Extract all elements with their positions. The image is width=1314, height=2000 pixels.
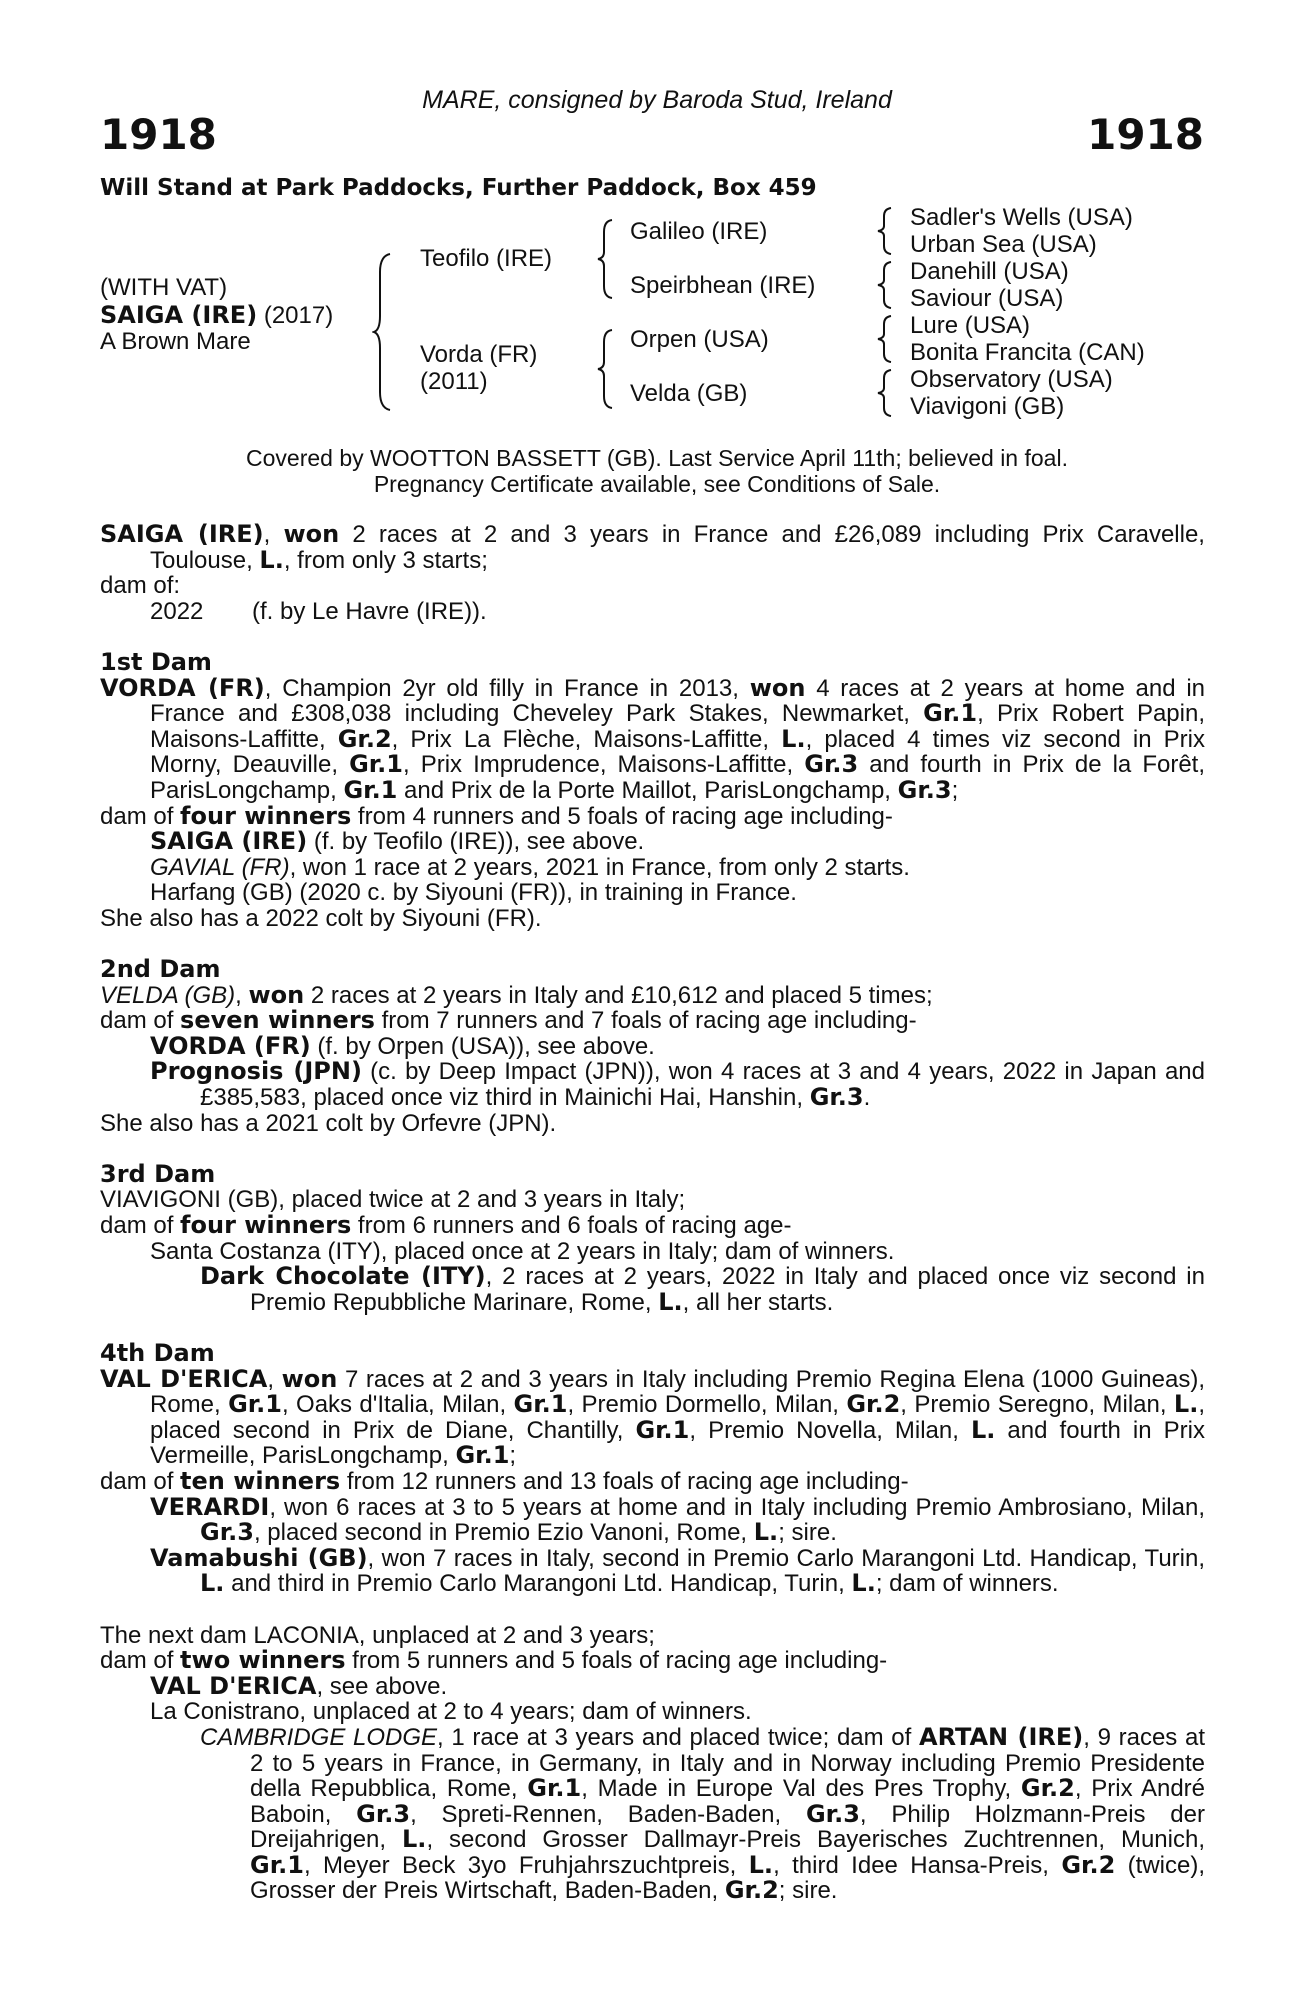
text-run: ten winners [180, 1466, 341, 1495]
text-run: ; sire. [778, 1877, 838, 1905]
text-run: L. [402, 1825, 427, 1854]
text-run: won [281, 1364, 338, 1393]
text-run: Gr.3 [897, 775, 952, 804]
text-run: and Prix de la Porte Maillot, ParisLongchamp, [397, 776, 898, 804]
text-run: , Prix La Flèche, Maisons-Laffitte, [391, 725, 782, 753]
lot-number-left: 1918 [100, 110, 217, 159]
text-run: L. [851, 1569, 876, 1598]
text-run: VORDA (FR) [150, 1031, 311, 1060]
text-run: ; dam of winners. [875, 1570, 1059, 1598]
text-run: , Spreti-Rennen, Baden-Baden, [410, 1800, 806, 1828]
text-run: VAL D'ERICA [100, 1364, 268, 1393]
text-run: , won 6 races at 3 to 5 years at home and in Italy including Premio Ambrosiano, Milan, [269, 1493, 1205, 1521]
second-dam-heading: 2nd Dam [100, 955, 221, 984]
text-run: dam of [100, 1647, 181, 1675]
text-run: , Prix Imprudence, Maisons-Laffitte, [403, 751, 805, 779]
text-run: , won 1 race at 2 years, 2021 in France, from only 2 starts. [289, 853, 910, 881]
text-run: , third Idee Hansa-Preis, [773, 1851, 1062, 1879]
third-dam-heading: 3rd Dam [100, 1159, 216, 1188]
vat-note: (WITH VAT) [100, 274, 228, 301]
text-run: , Premio Novella, Milan, [689, 1416, 971, 1444]
text-run: , placed 4 times viz second in Prix Morny, Deauville, [150, 725, 1205, 779]
text-run: , Premio Dormello, Milan, [567, 1391, 847, 1419]
fourth-dam-paragraph: VAL D'ERICA, won 7 races at 2 and 3 years in Italy including Premio Regina Elena (1000 Guineas), Rome, Gr.1, Oaks d'Italia, Milan, Gr.1, Premio Dormello, Milan, Gr.2, Premio Seregno, Milan, L., placed second in Prix de Diane, Chantilly, Gr.1, Premio Novella, Milan, L. and fourth in Prix Vermeille, ParisLongchamp, Gr.1; [100, 1364, 1205, 1470]
text-run: (f. by Le Havre (IRE)). [252, 597, 487, 625]
pedigree-brace-2a [596, 218, 616, 300]
pedigree-brace-3a [876, 206, 894, 256]
stabling-line: Will Stand at Park Paddocks, Further Paddock, Box 459 [100, 175, 817, 201]
text-run: dam of [100, 1467, 181, 1495]
second-dam-produce-2 [100, 1059, 1205, 1110]
second-dam-produce-summary [100, 1008, 1205, 1034]
text-run: Gr.1 [250, 1850, 304, 1879]
covering-line-2: Pregnancy Certificate available, see Conditions of Sale. [373, 471, 941, 497]
text-run: VAL D'ERICA [150, 1671, 317, 1700]
text-run: Gr.1 [455, 1441, 510, 1470]
text-run: L. [658, 1287, 683, 1316]
next-dam-paragraph: The next dam LACONIA, unplaced at 2 and 3 years; [100, 1621, 655, 1649]
text-run: won [749, 673, 806, 702]
text-run: (f. by Teofilo (IRE)), see above. [307, 828, 645, 856]
text-run: L. [259, 545, 284, 574]
text-run: from 4 runners and 5 foals of racing age including- [351, 802, 893, 830]
pedigree-brace-3c [876, 314, 894, 364]
horse-name-line [100, 301, 333, 330]
text-run: ARTAN (IRE) [919, 1722, 1084, 1751]
text-run: 4 races at 2 years at home and in France and £308,038 including Cheveley Park Stakes, Newmarket, [150, 674, 1206, 728]
intro-paragraph: SAIGA (IRE), won 2 races at 2 and 3 years in France and £26,089 including Prix Caravelle, Toulouse, L., from only 3 starts; [100, 520, 1205, 574]
text-run: , 9 races at 2 to 5 years in France, in Germany, in Italy and in Norway including Premio Presidente della Repubblica, Rome, [250, 1723, 1205, 1803]
pedigree-brace-3b [876, 260, 894, 310]
text-run: Prognosis (JPN) [150, 1057, 362, 1086]
next-dam-produce-2: La Conistrano, unplaced at 2 to 4 years; dam of winners. [150, 1698, 752, 1726]
pedigree-brace-1 [372, 252, 394, 412]
text-run: (c. by Deep Impact (JPN)), won 4 races at 3 and 4 years, 2022 in Japan and £385,583, placed once viz third in Mainichi Hai, Hanshin, [200, 1058, 1205, 1112]
text-run: , from only 3 starts; [283, 546, 488, 574]
text-run: four winners [180, 801, 352, 830]
first-dam-produce-2 [100, 855, 1205, 881]
text-run: dam of [100, 802, 181, 830]
text-run: from 5 runners and 5 foals of racing age including- [345, 1647, 888, 1675]
intro-dam-of: dam of: [100, 572, 181, 600]
text-run: VELDA (GB) [100, 981, 236, 1009]
text-run: L. [781, 724, 806, 753]
text-run: , Prix Robert Papin, Maisons-Laffitte, [150, 700, 1205, 753]
gen3-sadlers-wells: Sadler's Wells (USA) [910, 204, 1133, 231]
text-run: , Meyer Beck 3yo Fruhjahrszuchtpreis, [303, 1851, 749, 1879]
text-run: L. [748, 1850, 774, 1879]
catalogue-body [100, 522, 1205, 1904]
third-dam-produce-summary [100, 1213, 1205, 1239]
intro-foal [100, 599, 1205, 625]
text-run: dam of [100, 1007, 181, 1035]
dam: Vorda (FR) [420, 341, 538, 368]
text-run: , placed second in Prix de Diane, Chantilly, [150, 1391, 1205, 1444]
text-run: Gr.1 [513, 1390, 568, 1419]
gen3-lure: Lure (USA) [910, 312, 1031, 339]
text-run: , Prix André Baboin, [250, 1775, 1206, 1828]
second-dam-produce-1 [100, 1031, 1205, 1060]
text-run: Gr.3 [356, 1799, 411, 1828]
pedigree-brace-2b [596, 328, 616, 410]
text-run: Gr.1 [635, 1415, 690, 1444]
covering-line-1: Covered by WOOTTON BASSETT (GB). Last Service April 11th; believed in foal. [246, 445, 1068, 471]
text-run: VORDA (FR) [100, 673, 265, 702]
intro-name: SAIGA (IRE) [100, 520, 264, 548]
text-run: , 1 race at 3 years and placed twice; dam of [437, 1723, 919, 1751]
next-dam-produce-3 [100, 1722, 1206, 1905]
text-run: , placed second in Premio Ezio Vanoni, Rome, [253, 1519, 754, 1547]
next-dam-produce-1 [100, 1671, 1205, 1700]
text-run: , Made in Europe Val des Pres Trophy, [581, 1775, 1021, 1803]
text-run: Dark Chocolate (ITY) [200, 1262, 486, 1291]
first-dam-also: She also has a 2022 colt by Siyouni (FR). [100, 904, 542, 932]
gen3-saviour: Saviour (USA) [910, 285, 1064, 312]
text-run: , won 7 races in Italy, second in Premio Carlo Marangoni Ltd. Handicap, Turin, [367, 1544, 1206, 1572]
text-run: , Champion 2yr old filly in France in 2013, [264, 674, 750, 702]
text-run: , see above. [316, 1672, 448, 1700]
gen3-observatory: Observatory (USA) [910, 366, 1113, 393]
second-dam-also: She also has a 2021 colt by Orfevre (JPN). [100, 1109, 557, 1137]
first-dam-paragraph [100, 673, 1206, 804]
text-run: Gr.2 [1020, 1774, 1075, 1803]
pedigree-brace-3d [876, 368, 894, 418]
text-run: (twice), Grosser der Preis Wirtschaft, Baden-Baden, [250, 1851, 1206, 1905]
first-dam-produce-1 [100, 829, 1205, 855]
text-run: ; [951, 776, 959, 804]
gen3-bonita-francita: Bonita Francita (CAN) [910, 339, 1145, 366]
text-run: , 2 races at 2 years, 2022 in Italy and placed once viz second in Premio Repubbliche Marinare, Rome, [250, 1263, 1205, 1316]
text-run: L. [1173, 1390, 1199, 1419]
horse-name: SAIGA (IRE) [100, 301, 258, 329]
first-dam-produce-3: Harfang (GB) (2020 c. by Siyouni (FR)), in training in France. [150, 879, 797, 907]
text-run: L. [200, 1569, 225, 1598]
text-run: Gr.1 [527, 1774, 582, 1803]
third-dam-paragraph: VIAVIGONI (GB), placed twice at 2 and 3 years in Italy; [100, 1186, 686, 1214]
text-run: four winners [180, 1211, 352, 1240]
text-run: SAIGA (IRE) [150, 827, 308, 856]
text-run: Gr.2 [1061, 1850, 1116, 1879]
fourth-dam-produce-2 [100, 1543, 1206, 1598]
text-run: two winners [180, 1646, 346, 1675]
text-run: , Philip Holzmann-Preis der Dreijahrigen, [250, 1800, 1205, 1854]
sire: Teofilo (IRE) [420, 245, 553, 272]
text-run: , Premio Seregno, Milan, [900, 1391, 1174, 1419]
fourth-dam-heading: 4th Dam [100, 1339, 215, 1367]
text-run: Gr.3 [200, 1518, 254, 1547]
text-run: 2022 [150, 597, 204, 625]
first-dam-heading: 1st Dam [100, 647, 212, 676]
text-run: Gr.1 [349, 750, 403, 779]
text-run: . [863, 1084, 871, 1112]
text-run: Gr.1 [343, 775, 398, 804]
text-run: VERARDI [150, 1492, 270, 1521]
text-run: L. [753, 1518, 779, 1547]
text-run: , second Grosser Dallmayr-Preis Bayerisches Zuchtrennen, Munich, [426, 1826, 1205, 1854]
text-run: and third in Premio Carlo Marangoni Ltd. Handicap, Turin, [224, 1570, 852, 1598]
gen2-orpen: Orpen (USA) [630, 326, 769, 353]
text-run: L. [970, 1415, 996, 1444]
text-run: 2 races at 2 and 3 years in France and £26,089 including Prix Caravelle, Toulouse, [150, 521, 1205, 574]
gen3-viavigoni: Viavigoni (GB) [910, 393, 1065, 420]
lot-number-right: 1918 [1087, 110, 1204, 159]
third-dam-produce-2 [100, 1264, 1205, 1315]
text-run: from 7 runners and 7 foals of racing age including- [374, 1007, 917, 1035]
gen3-danehill: Danehill (USA) [910, 258, 1069, 285]
text-run: seven winners [180, 1006, 375, 1035]
text-run: , Oaks d'Italia, Milan, [282, 1391, 514, 1419]
text-run: Gr.1 [923, 699, 978, 728]
text-run: and fourth in Prix de la Forêt, ParisLongchamp, [150, 751, 1206, 804]
text-run: Gr.2 [724, 1876, 779, 1905]
third-dam-produce-1: Santa Costanza (ITY), placed once at 2 years in Italy; dam of winners. [150, 1237, 895, 1265]
text-run: 7 races at 2 and 3 years in Italy including Premio Regina Elena (1000 Guineas), Rome, [150, 1365, 1205, 1419]
first-dam-produce-summary [100, 801, 1205, 830]
next-dam-produce-summary [100, 1648, 1205, 1674]
dam-year: (2011) [420, 368, 488, 395]
text-run: Gr.3 [809, 1083, 864, 1112]
gen2-speirbhean: Speirbhean (IRE) [630, 272, 816, 299]
consignor-line: MARE, consigned by Baroda Stud, Ireland [422, 86, 892, 114]
text-run: ; [509, 1442, 517, 1470]
gen3-urban-sea: Urban Sea (USA) [910, 231, 1097, 258]
text-run: from 6 runners and 6 foals of racing age- [351, 1212, 792, 1240]
text-run: ; sire. [778, 1519, 837, 1547]
gen2-galileo: Galileo (IRE) [630, 218, 768, 245]
covering-note [0, 445, 1314, 497]
text-run: won [248, 980, 305, 1009]
text-run: GAVIAL (FR) [150, 853, 290, 881]
text-run: and fourth in Prix Vermeille, ParisLongchamp, [150, 1416, 1205, 1470]
text-run: Gr.3 [804, 750, 859, 779]
text-run: from 12 runners and 13 foals of racing age including- [340, 1467, 909, 1495]
horse-year: (2017) [263, 302, 334, 329]
text-run: Gr.3 [805, 1799, 860, 1828]
text-run: 2 races at 2 years in Italy and £10,612 and placed 5 times; [304, 981, 933, 1009]
second-dam-paragraph: VELDA (GB), won 2 races at 2 years in Italy and £10,612 and placed 5 times; [100, 980, 933, 1009]
fourth-dam-produce-summary [100, 1466, 1205, 1495]
text-run: Vamabushi (GB) [150, 1543, 368, 1572]
text-run: , all her starts. [682, 1288, 834, 1316]
fourth-dam-produce-1 [100, 1492, 1205, 1547]
text-run: dam of [100, 1212, 181, 1240]
text-run: Gr.2 [846, 1390, 901, 1419]
intro-won: won [283, 520, 340, 548]
horse-description: A Brown Mare [100, 328, 251, 355]
gen2-velda: Velda (GB) [630, 380, 748, 407]
text-run: Gr.1 [228, 1390, 282, 1419]
text-run: Gr.2 [337, 724, 392, 753]
text-run: (f. by Orpen (USA)), see above. [310, 1032, 655, 1060]
text-run: CAMBRIDGE LODGE [200, 1723, 438, 1751]
